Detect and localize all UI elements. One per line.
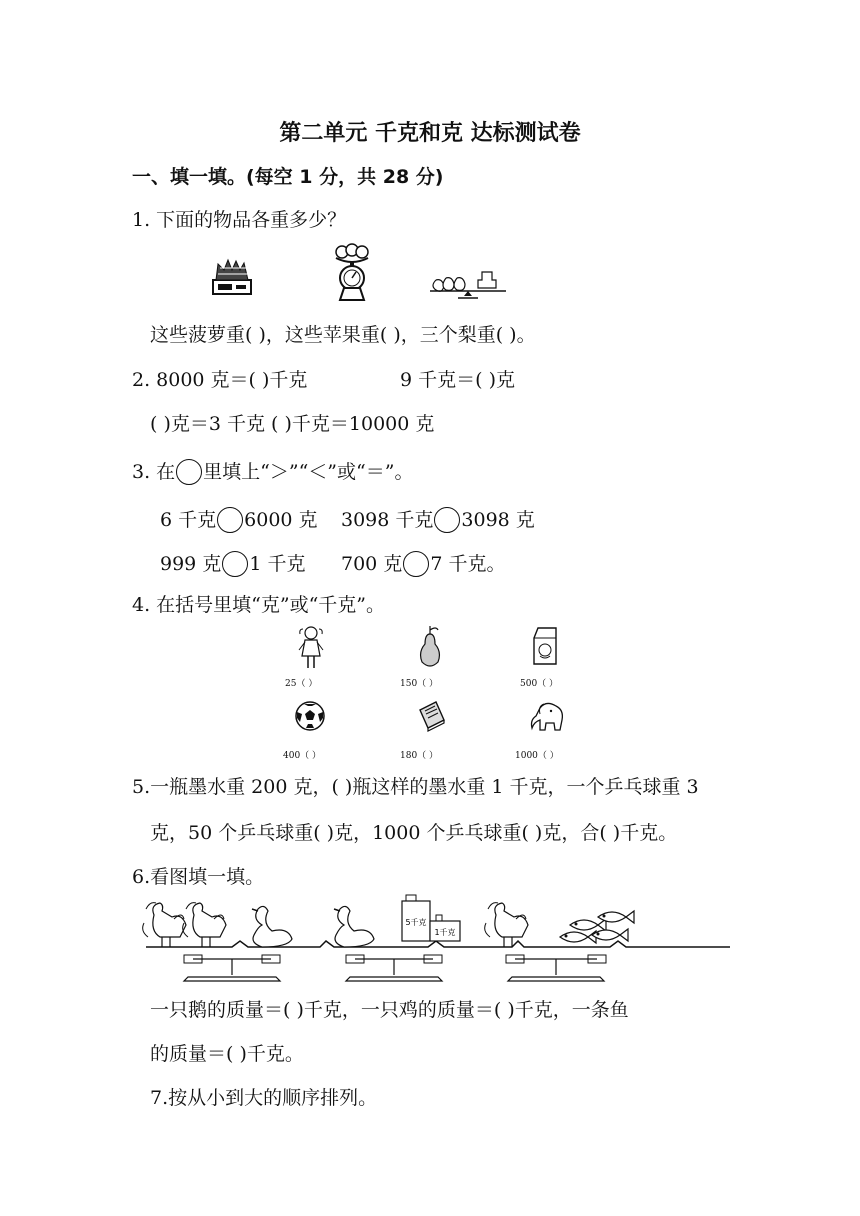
fish-icon	[592, 929, 628, 941]
compare-left: 700 克	[341, 553, 403, 575]
question-3	[132, 457, 413, 485]
question-5-line-1: 5.一瓶墨水重 200 克，( )瓶这样的墨水重 1 千克，一个乒乓球重 3	[132, 776, 699, 798]
compare-row-2b	[341, 549, 505, 577]
rooster-icon	[183, 903, 226, 947]
question-1: 1. 下面的物品各重多少？	[132, 209, 347, 231]
goose-icon	[334, 906, 374, 947]
balance-scales-figure	[140, 895, 740, 987]
weight-label: 150（ ）	[400, 679, 439, 689]
question-4: 4. 在括号里填“克”或“千克”。	[132, 594, 386, 616]
compare-left: 3098 千克	[341, 509, 434, 531]
milk-carton-icon	[530, 626, 560, 666]
question-7: 7.按从小到大的顺序排列。	[150, 1087, 378, 1109]
compare-row-1b	[341, 505, 535, 533]
weight-1kg-icon	[430, 915, 460, 941]
weight-label: 500（ ）	[520, 679, 559, 689]
pear-balance-icon	[428, 266, 510, 302]
compare-circle[interactable]	[434, 507, 460, 533]
section-heading: 一、填一填。(每空 1 分，共 28 分)	[132, 166, 444, 188]
compare-left: 999 克	[160, 553, 222, 575]
question-3-prefix: 3. 在	[132, 461, 176, 483]
rooster-icon	[143, 903, 186, 947]
question-2-line-2: ( )克＝3 千克 ( )千克＝10000 克	[150, 413, 435, 435]
book-icon	[416, 700, 448, 732]
pear-icon	[418, 624, 442, 670]
page-title: 第二单元 千克和克 达标测试卷	[279, 121, 581, 146]
weight-label: 180（ ）	[400, 751, 439, 761]
compare-row-1a	[160, 505, 318, 533]
question-2-line-1a: 2. 8000 克＝( )千克	[132, 369, 308, 391]
compare-right: 7 千克。	[430, 553, 506, 575]
apple-scale-icon	[332, 244, 372, 302]
circle-icon	[176, 459, 202, 485]
compare-circle[interactable]	[403, 551, 429, 577]
question-6-answer-1: 一只鹅的质量＝( )千克，一只鸡的质量＝( )千克，一条鱼	[150, 999, 629, 1021]
svg-text:5千克: 5千克	[405, 918, 427, 927]
soccer-ball-icon	[294, 700, 326, 732]
compare-right: 3098 克	[461, 509, 535, 531]
compare-row-2a	[160, 549, 305, 577]
question-2-line-1b: 9 千克＝( )克	[400, 369, 515, 391]
girl-icon	[298, 624, 324, 670]
svg-text:1千克: 1千克	[434, 928, 456, 937]
fish-icon	[560, 931, 596, 943]
compare-left: 6 千克	[160, 509, 217, 531]
question-6-answer-2: 的质量＝( )千克。	[150, 1043, 304, 1065]
elephant-icon	[530, 698, 568, 734]
question-1-answer: 这些菠萝重( )，这些苹果重( )，三个梨重( )。	[150, 324, 536, 346]
weight-label: 1000（ ）	[515, 751, 559, 761]
question-3-suffix: 里填上“＞”“＜”或“＝”。	[203, 461, 414, 483]
compare-right: 1 千克	[249, 553, 306, 575]
rooster-icon	[485, 903, 528, 947]
weight-5kg-icon	[402, 895, 430, 941]
compare-circle[interactable]	[222, 551, 248, 577]
question-6: 6.看图填一填。	[132, 866, 265, 888]
question-5-line-2: 克，50 个乒乓球重( )克，1000 个乒乓球重( )克，合( )千克。	[150, 822, 678, 844]
compare-right: 6000 克	[244, 509, 318, 531]
pineapple-scale-icon	[210, 258, 254, 298]
weight-label: 400（ ）	[283, 751, 322, 761]
goose-icon	[252, 906, 292, 947]
weight-label: 25（ ）	[285, 679, 318, 689]
fish-icon	[570, 919, 606, 931]
compare-circle[interactable]	[217, 507, 243, 533]
